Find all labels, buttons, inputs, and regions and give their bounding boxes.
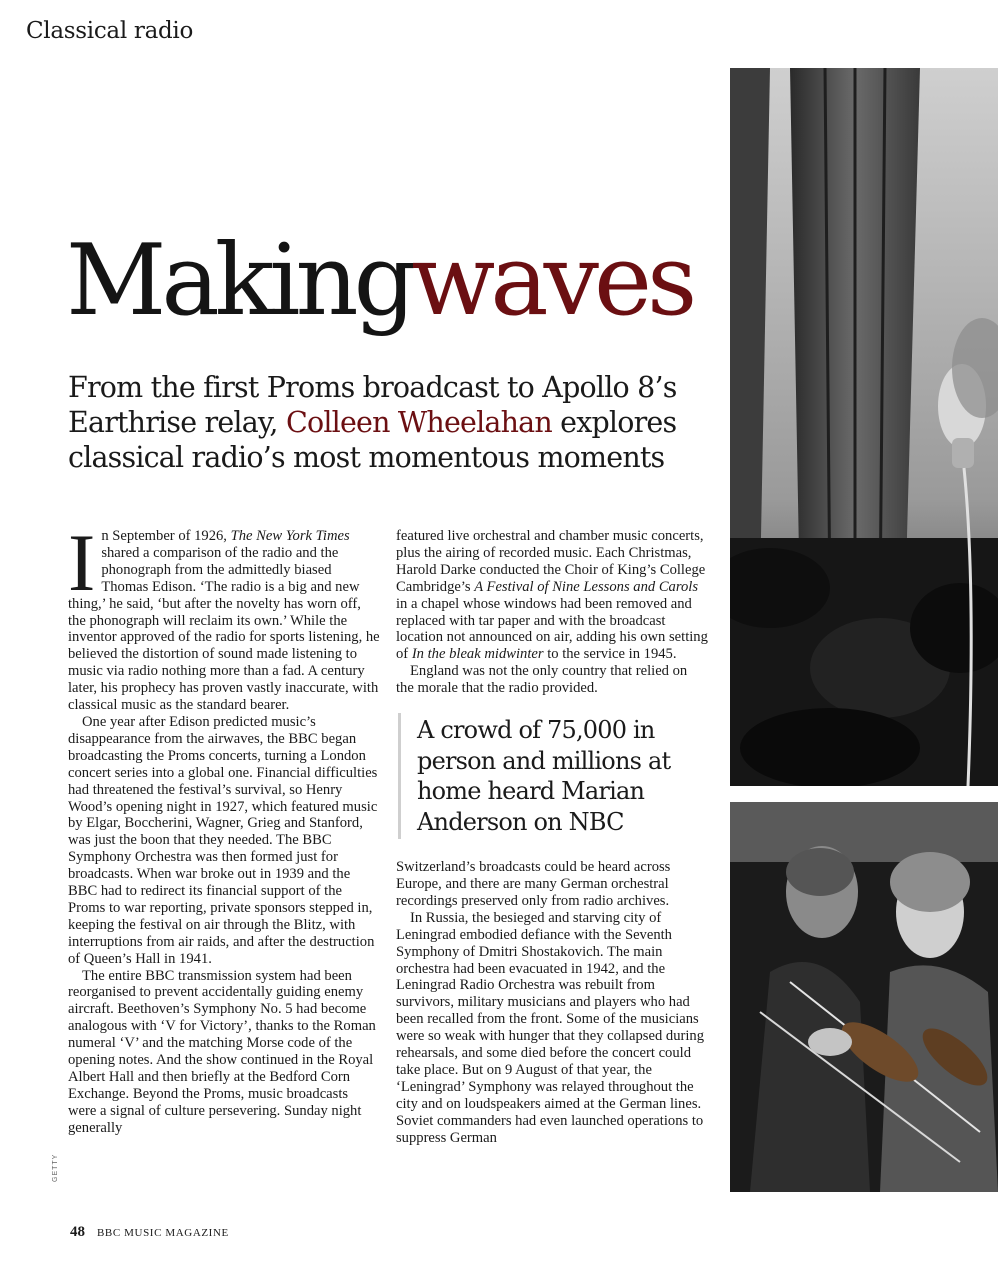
headline (66, 224, 693, 338)
standfirst (68, 370, 718, 475)
body-text: in a chapel whose windows had been removed and replaced with tar paper and with the broadcast location not announced on air, adding his own setting of (396, 595, 708, 663)
drop-cap: I (68, 517, 96, 608)
body-paragraph: In Russia, the besieged and starving city of Leningrad embodied defiance with the Seventh Symphony of Dmitri Shostakovich. The main orchestra had been evacuated in 1942, and the Leningrad Radio Orchestra was rebuilt from survivors, military musicians and players who had been recalled from the front. Some of the musicians were so weak with hunger that they collapsed during rehearsals, and some died before the concert could take place. But on 9 August of that year, the ‘Leningrad’ Symphony was relayed throughout the city and on loudspeakers aimed at the German lines. Soviet commanders had even launched operations to suppress German (396, 909, 705, 1146)
body-text: n September of 1926, (101, 528, 231, 544)
photo-violinists (730, 802, 998, 1192)
author-name: Colleen Wheelahan (285, 406, 552, 439)
photo-violinists-graphic (730, 802, 998, 1192)
pull-quote: A crowd of 75,000 in person and millions at home heard Marian Anderson on NBC (398, 713, 708, 839)
work-title: In the bleak midwinter (411, 646, 544, 663)
body-text: shared a comparison of the radio and the phonograph from the admittedly biased Thomas Edison. ‘The radio is a big and new thing,’ he said, ‘but after the novelty has worn off, the phonograph will reclaim its own.’ While the inventor approved of the radio for sports listening, he believed the distortion of sound made listening to music via radio nothing more than a fad. A century later, his prophecy has proven vastly inaccurate, with classical music as the standard bearer. (68, 544, 380, 714)
photo-concert-microphone (730, 68, 998, 786)
body-text: featured live orchestral and chamber music concerts, plus the airing of recorded music. Each Christmas, Harold Darke conducted the Choir of King’s College Cambridge’s (396, 528, 706, 595)
body-paragraph (68, 517, 380, 714)
body-column-right (396, 528, 708, 1146)
photo-credit: GETTY (52, 1153, 59, 1182)
body-column-left (68, 517, 380, 1137)
magazine-name: BBC MUSIC MAGAZINE (97, 1227, 229, 1239)
standfirst-text-end: explores classical radio’s most momentous moments (68, 406, 677, 474)
page-number: 48 (70, 1224, 85, 1240)
body-paragraph: The entire BBC transmission system had been reorganised to prevent accidentally guiding enemy aircraft. Beethoven’s Symphony No. 5 had become analogous with ‘V for Victory’, thanks to the Roman numeral ‘V’ and the matching Morse code of the opening notes. And the show continued in the Royal Albert Hall and then briefly at the Bedford Corn Exchange. Beyond the Proms, music broadcasts were a signal of culture persevering. Sunday night generally (68, 967, 376, 1136)
headline-word-making: Making (66, 224, 412, 338)
body-paragraph: England was not the only country that relied on the morale that the radio provided. (396, 663, 688, 697)
page-footer (70, 1223, 229, 1241)
standfirst-text-start: From the first Proms broadcast to Apollo 8’s Earthrise relay, (68, 371, 677, 439)
work-title: A Festival of Nine Lessons and Carols (474, 578, 699, 595)
body-paragraph: One year after Edison predicted music’s disappearance from the airwaves, the BBC began broadcasting the Proms concerts, turning a London concert series into a global one. Financial difficulties had threatened the festival’s survival, so Henry Wood’s opening night in 1927, which featured music by Elgar, Boccherini, Wagner, Grieg and Stanford, was just the boon that they needed. The BBC Symphony Orchestra was then formed just for broadcasts. When war broke out in 1939 and the BBC had to redirect its financial support of the Proms to war reporting, private sponsors stepped in, keeping the festival on air through the Blitz, with interruptions from air raids, and after the destruction of Queen’s Hall in 1941. (68, 713, 378, 967)
body-paragraph: Switzerland’s broadcasts could be heard across Europe, and there are many German orchestral recordings preserved only from radio archives. (396, 859, 671, 909)
headline-word-waves: waves (411, 224, 693, 338)
publication-title: The New York Times (230, 528, 350, 544)
body-text: to the service in 1945. (543, 646, 677, 663)
section-label: Classical radio (26, 18, 194, 44)
photo-concert-microphone-graphic (730, 68, 998, 786)
body-paragraph (396, 528, 708, 663)
